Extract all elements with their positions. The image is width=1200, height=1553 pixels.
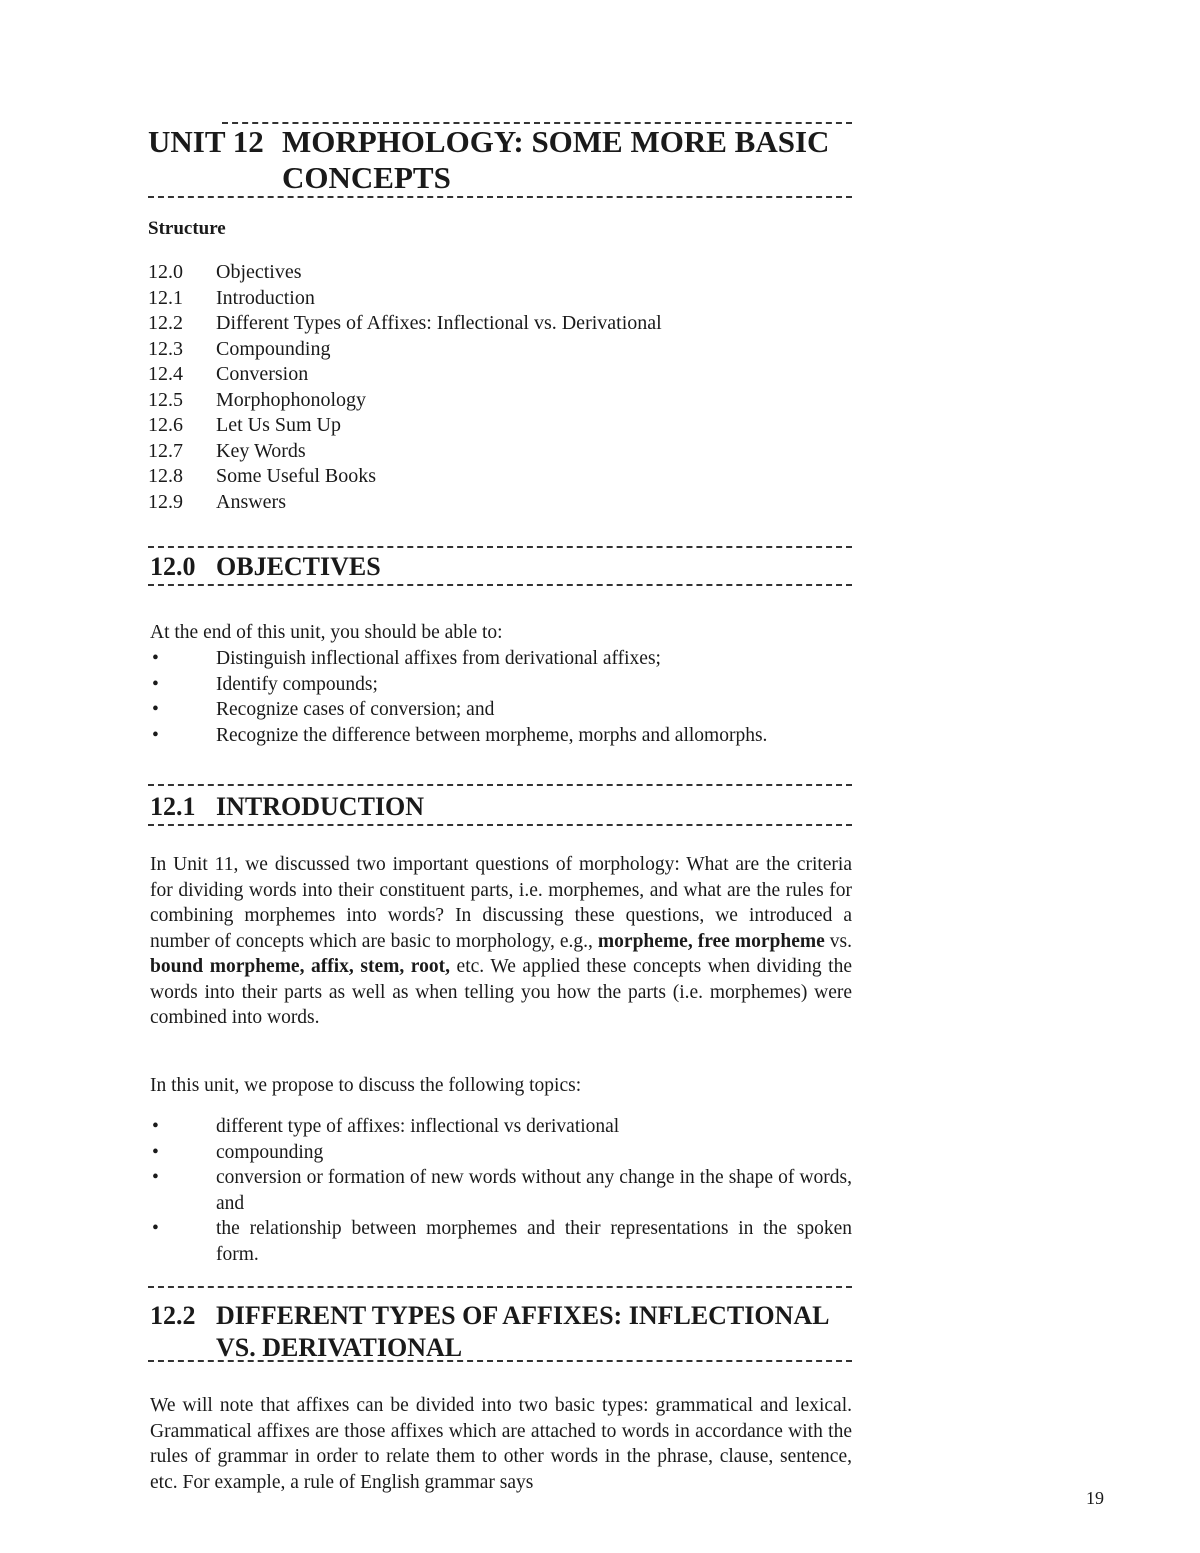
toc-item: [148, 464, 662, 490]
toc-number: 12.3: [148, 337, 183, 360]
toc-item: [148, 260, 662, 286]
toc-item: [148, 337, 662, 363]
objectives-rule-bottom: [148, 584, 852, 586]
list-item: [150, 1114, 852, 1140]
toc-number: 12.2: [148, 312, 183, 334]
title-rule-bottom: [148, 196, 852, 198]
toc-number: 12.4: [148, 363, 183, 385]
list-item-text: Recognize the difference between morpheme, morphs and allomorphs.: [216, 724, 768, 746]
objectives-list: [150, 646, 852, 748]
section-title: OBJECTIVES: [216, 552, 381, 581]
list-item-text: Identify compounds;: [216, 673, 378, 695]
toc-number: 12.1: [148, 286, 183, 309]
list-item-text: conversion or formation of new words without any change in the shape of words, and: [216, 1167, 852, 1214]
toc-item: [148, 413, 662, 439]
objectives-rule-top: [148, 546, 852, 548]
bullet-icon: •: [152, 699, 159, 720]
toc-number: 12.7: [148, 439, 183, 462]
section-12-2-heading: [150, 1300, 830, 1364]
bullet-icon: •: [152, 673, 159, 695]
toc-item: [148, 286, 662, 312]
bullet-icon: •: [152, 724, 159, 746]
bullet-icon: •: [152, 1218, 159, 1239]
section-12-2-rule-top: [148, 1286, 852, 1288]
bullet-icon: •: [152, 648, 159, 669]
toc-item: [148, 388, 662, 414]
section-12-2-rule-bottom: [148, 1360, 852, 1362]
bullet-icon: •: [152, 1167, 159, 1188]
toc-label: Different Types of Affixes: Inflectional vs. Derivational: [216, 312, 662, 334]
toc-label: Some Useful Books: [216, 465, 376, 487]
introduction-paragraph-1: [150, 852, 852, 1031]
section-title-line1: DIFFERENT TYPES OF AFFIXES: INFLECTIONAL: [216, 1301, 830, 1330]
section-number: 12.2: [150, 1301, 196, 1330]
list-item: [150, 697, 852, 723]
list-item: [150, 1165, 852, 1216]
unit-number: UNIT 12: [148, 124, 264, 159]
body-text: vs.: [829, 930, 853, 952]
list-item: [150, 672, 852, 698]
term-bound-morpheme: bound morpheme, affix, stem, root,: [150, 956, 450, 977]
list-item-text: Distinguish inflectional affixes from derivational affixes;: [216, 648, 661, 669]
toc-item: [148, 362, 662, 388]
structure-toc: [148, 260, 662, 515]
toc-number: 12.6: [148, 414, 183, 436]
introduction-rule-top: [148, 784, 852, 786]
toc-label: Morphophonology: [216, 388, 366, 411]
body-text: etc. We applied these concepts when dividing the words into their parts as well as when telling you how the parts (i.e. morphemes) were combined into words.: [150, 956, 852, 1028]
toc-label: Key Words: [216, 439, 306, 462]
toc-number: 12.9: [148, 490, 183, 513]
term-free-morpheme: free morpheme: [697, 930, 825, 952]
unit-title: [148, 124, 829, 196]
objectives-intro: At the end of this unit, you should be able to:: [150, 622, 503, 643]
list-item-text: Recognize cases of conversion; and: [216, 699, 495, 720]
introduction-topics-list: [150, 1114, 852, 1267]
introduction-rule-bottom: [148, 824, 852, 826]
section-number: 12.0: [150, 552, 196, 581]
list-item-text: the relationship between morphemes and their representations in the spoken form.: [216, 1218, 852, 1265]
list-item: [150, 1216, 852, 1267]
list-item-text: compounding: [216, 1141, 324, 1163]
toc-number: 12.5: [148, 388, 183, 411]
list-item: [150, 1140, 852, 1166]
objectives-heading: [150, 552, 381, 582]
toc-number: 12.8: [148, 465, 183, 487]
list-item: [150, 646, 852, 672]
section-number: 12.1: [150, 792, 196, 821]
body-text: In Unit 11, we discussed two important questions of morphology: What are the criteria for dividing words into their constituent parts, i.e. morphemes, and what are the rules for combining morphemes into words? In discussing these questions, we introduced a number of concepts which are basic to morphology, e.g.,: [150, 854, 852, 952]
bullet-icon: •: [152, 1116, 159, 1137]
toc-label: Let Us Sum Up: [216, 414, 341, 436]
section-title-line2: VS. DERIVATIONAL: [216, 1333, 463, 1362]
toc-label: Conversion: [216, 363, 309, 385]
introduction-heading: [150, 792, 424, 822]
toc-label: Introduction: [216, 286, 315, 309]
term-morpheme: morpheme,: [597, 930, 693, 952]
toc-item: [148, 311, 662, 337]
toc-item: [148, 490, 662, 516]
toc-number: 12.0: [148, 261, 183, 283]
toc-label: Answers: [216, 490, 286, 513]
section-12-2-paragraph-1: We will note that affixes can be divided into two basic types: grammatical and lexical. Grammatical affixes are those affixes which are attached to words in accordance with the rules of grammar in order to relate them to other words in the phrase, clause, sentence, etc. For example, a rule of English grammar says: [150, 1395, 852, 1493]
list-item: [150, 723, 852, 749]
toc-label: Objectives: [216, 261, 302, 283]
section-title: INTRODUCTION: [216, 792, 425, 821]
unit-title-line1: MORPHOLOGY: SOME MORE BASIC: [282, 124, 830, 159]
unit-title-line2: CONCEPTS: [282, 160, 451, 195]
list-item-text: different type of affixes: inflectional vs derivational: [216, 1116, 620, 1137]
page-number: 19: [1086, 1488, 1104, 1508]
structure-heading: Structure: [148, 218, 226, 239]
toc-label: Compounding: [216, 337, 331, 360]
toc-item: [148, 439, 662, 465]
bullet-icon: •: [152, 1141, 159, 1163]
introduction-paragraph-2: In this unit, we propose to discuss the following topics:: [150, 1075, 582, 1096]
